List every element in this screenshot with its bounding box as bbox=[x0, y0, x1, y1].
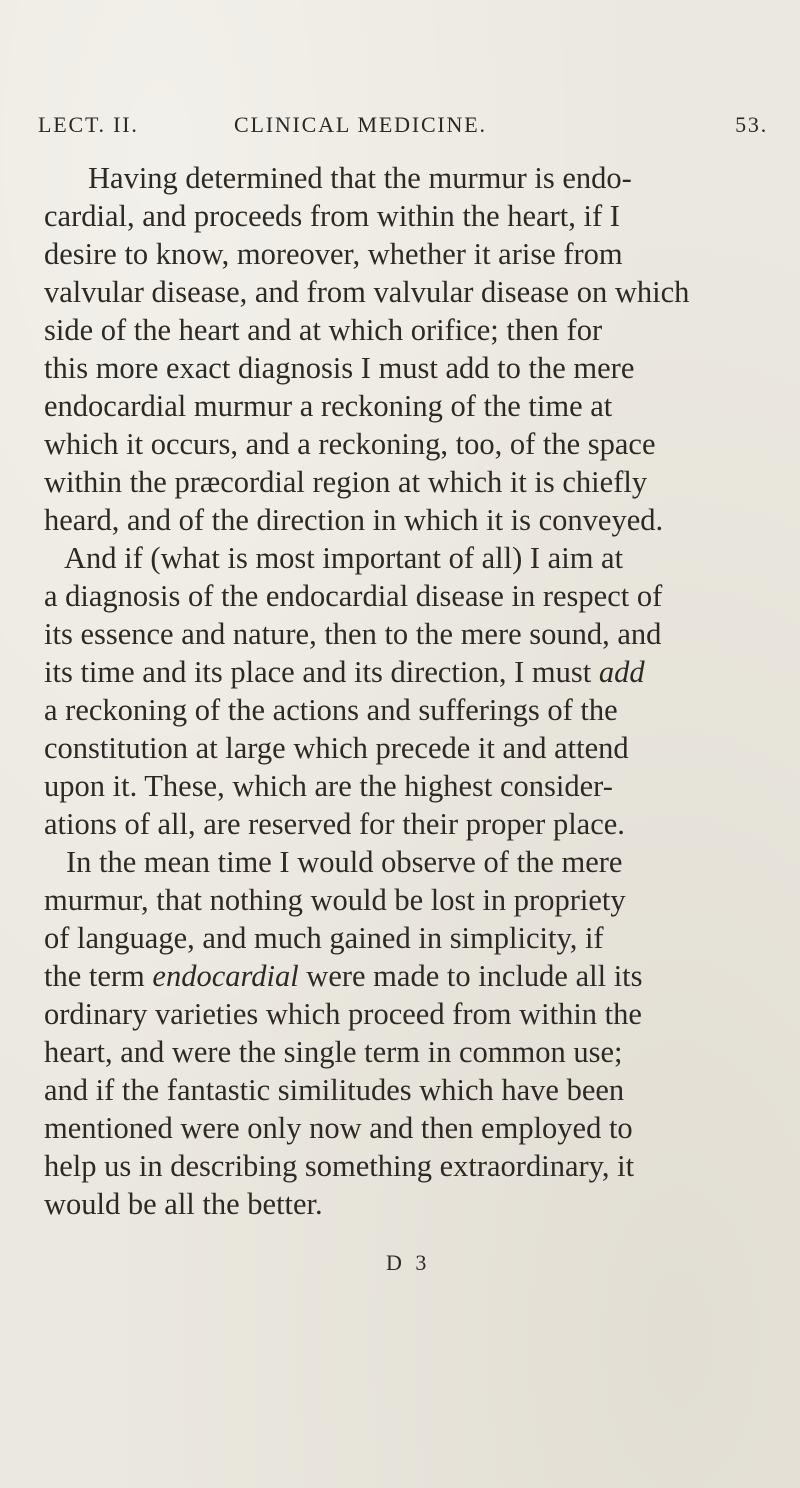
text-line: which it occurs, and a reckoning, too, of the space bbox=[44, 427, 656, 461]
text-line: desire to know, moreover, whether it arise from bbox=[44, 237, 623, 271]
text-line: mentioned were only now and then employed to bbox=[44, 1111, 633, 1145]
text-line: upon it. These, which are the highest consider- bbox=[44, 769, 613, 803]
text-line: this more exact diagnosis I must add to the mere bbox=[44, 351, 635, 385]
text-line: ations of all, are reserved for their proper place. bbox=[44, 807, 625, 841]
text-line: Having determined that the murmur is endo- bbox=[88, 161, 632, 195]
italic-word: endocardial bbox=[152, 959, 299, 993]
lecture-number: LECT. II. bbox=[38, 112, 139, 137]
text-line: valvular disease, and from valvular disease on which bbox=[44, 275, 690, 309]
text-line: of language, and much gained in simplicity, if bbox=[44, 921, 604, 955]
text-line: side of the heart and at which orifice; then for bbox=[44, 313, 603, 347]
text-line: help us in describing something extraordinary, it bbox=[44, 1149, 635, 1183]
running-head bbox=[38, 112, 768, 146]
text-line: a diagnosis of the endocardial disease in respect of bbox=[44, 579, 663, 613]
signature-mark: D 3 bbox=[386, 1250, 431, 1275]
text-line: endocardial murmur a reckoning of the time at bbox=[44, 389, 613, 423]
text-line: In the mean time I would observe of the mere bbox=[66, 845, 623, 879]
text-line: murmur, that nothing would be lost in propriety bbox=[44, 883, 626, 917]
text-line: the term endocardial were made to include all its bbox=[44, 959, 643, 993]
text-line: a reckoning of the actions and sufferings of the bbox=[44, 693, 618, 727]
text-line: constitution at large which precede it and attend bbox=[44, 731, 629, 765]
text-line: ordinary varieties which proceed from within the bbox=[44, 997, 642, 1031]
text-line: cardial, and proceeds from within the heart, if I bbox=[44, 199, 620, 233]
italic-word: add bbox=[598, 655, 645, 689]
text-line: and if the fantastic similitudes which have been bbox=[44, 1073, 625, 1107]
text-line: its essence and nature, then to the mere sound, and bbox=[44, 617, 662, 651]
book-title: CLINICAL MEDICINE. bbox=[234, 112, 487, 137]
text-line: heart, and were the single term in common use; bbox=[44, 1035, 623, 1069]
text-line: would be all the better. bbox=[44, 1187, 323, 1221]
text-line: And if (what is most important of all) I aim at bbox=[64, 541, 624, 575]
text-line: heard, and of the direction in which it is conveyed. bbox=[44, 503, 664, 537]
page-number: 53. bbox=[735, 112, 768, 137]
text-line: within the præcordial region at which it is chiefly bbox=[44, 465, 648, 499]
text-line: its time and its place and its direction, I must add bbox=[44, 655, 645, 689]
